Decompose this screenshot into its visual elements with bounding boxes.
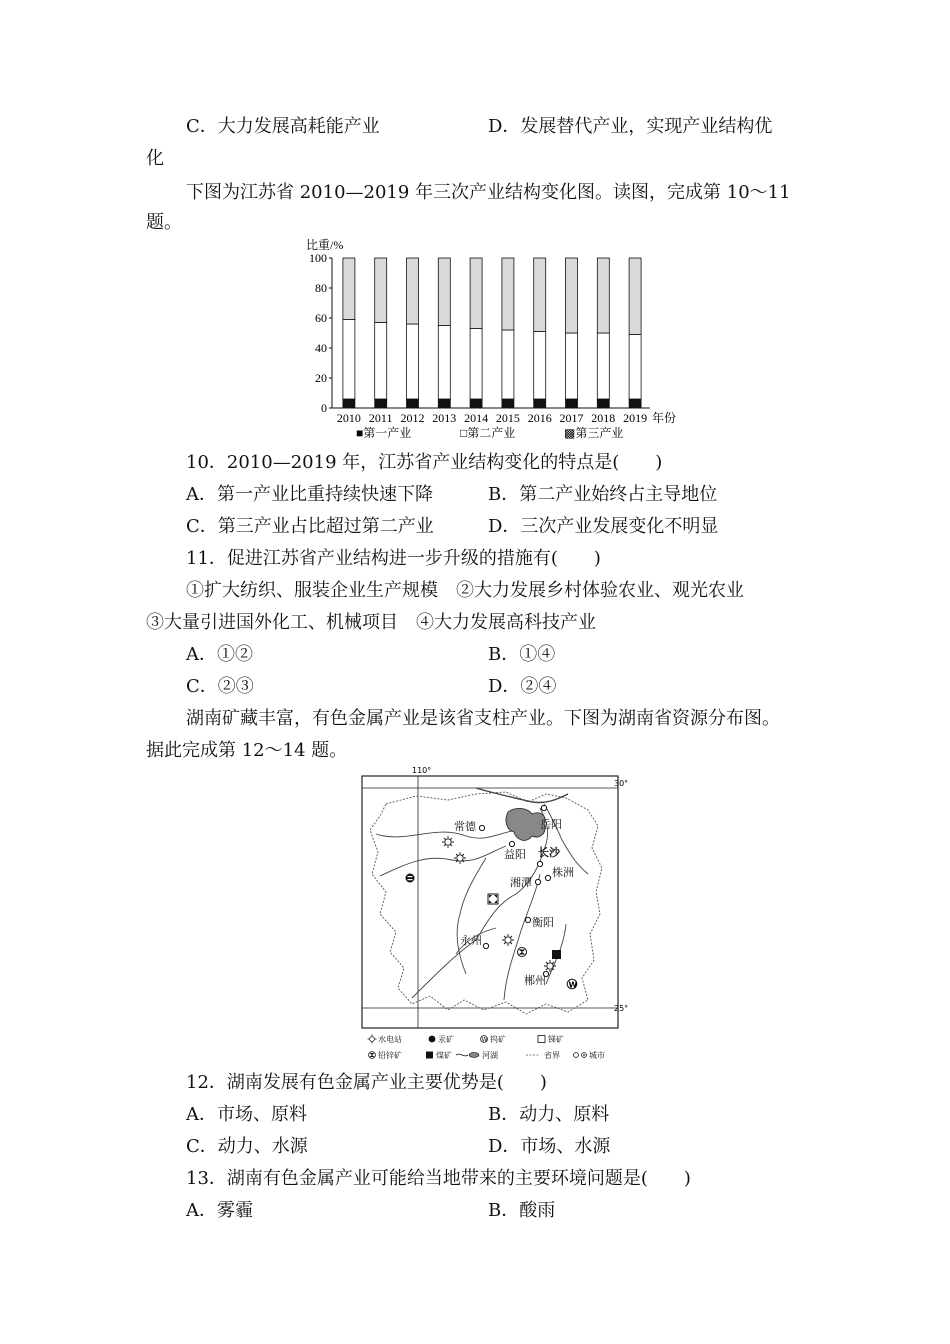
y-tick-label: 80 bbox=[315, 281, 327, 295]
svg-text:岳阳: 岳阳 bbox=[540, 818, 562, 831]
q11-option-b: B．①④ bbox=[488, 644, 556, 665]
svg-text:益阳: 益阳 bbox=[504, 848, 526, 861]
legend-coal bbox=[426, 1050, 452, 1060]
q12-stem: 12．湖南发展有色金属产业主要优势是( ) bbox=[186, 1072, 547, 1093]
bar-2019-series-2 bbox=[629, 335, 641, 400]
legend-mercury bbox=[429, 1034, 454, 1044]
q11-items-line1: ①扩大纺织、服装企业生产规模 ②大力发展乡村体验农业、观光农业 bbox=[186, 580, 744, 601]
bar-2019-series-1 bbox=[629, 399, 641, 408]
q10-option-d: D．三次产业发展变化不明显 bbox=[488, 516, 719, 537]
city-yiyang bbox=[504, 841, 526, 861]
legend-leadzinc bbox=[369, 1050, 402, 1060]
chart-ylabel: 比重/% bbox=[306, 238, 344, 252]
bar-2018-series-1 bbox=[597, 399, 609, 408]
bar-2013-series-1 bbox=[438, 399, 450, 408]
city-yongzhou bbox=[460, 934, 489, 949]
y-tick-label: 20 bbox=[315, 371, 327, 385]
svg-text:城市: 城市 bbox=[589, 1051, 605, 1060]
bar-2017-series-1 bbox=[566, 399, 578, 408]
bar-2018-series-3 bbox=[597, 258, 609, 333]
tungsten-mine-icon bbox=[567, 979, 577, 989]
q9-option-d-wrap: 化 bbox=[146, 148, 164, 169]
legend-primary: ■第一产业 bbox=[356, 426, 412, 440]
x-tick-label: 2011 bbox=[368, 411, 393, 425]
intro-10-11-line2: 题。 bbox=[146, 212, 182, 233]
lat-top-label: 30° bbox=[614, 779, 629, 788]
bar-2010-series-3 bbox=[343, 258, 355, 320]
y-tick-label: 0 bbox=[321, 401, 327, 415]
svg-text:水电站: 水电站 bbox=[378, 1035, 402, 1044]
svg-text:河湖: 河湖 bbox=[482, 1051, 498, 1060]
x-tick-label: 2018 bbox=[591, 411, 616, 425]
q12-option-b: B．动力、原料 bbox=[488, 1104, 610, 1125]
city-zhuzhou bbox=[545, 865, 574, 881]
svg-text:郴州: 郴州 bbox=[524, 974, 546, 987]
q10-option-a: A．第一产业比重持续快速下降 bbox=[186, 484, 433, 505]
bar-2011-series-2 bbox=[375, 323, 387, 400]
q13-stem: 13．湖南有色金属产业可能给当地带来的主要环境问题是( ) bbox=[186, 1168, 691, 1189]
svg-text:W: W bbox=[568, 980, 578, 990]
antimony-mine-icon bbox=[488, 894, 498, 904]
bar-2010-series-2 bbox=[343, 320, 355, 400]
city-xiangtan bbox=[510, 875, 541, 889]
legend-secondary: □第二产业 bbox=[460, 426, 516, 440]
x-tick-label: 2013 bbox=[432, 411, 457, 425]
q9-option-d: D．发展替代产业，实现产业结构优 bbox=[488, 116, 773, 137]
bar-2017-series-3 bbox=[566, 258, 578, 333]
y-tick-label: 40 bbox=[315, 341, 327, 355]
legend-tungsten bbox=[481, 1034, 506, 1044]
svg-text:常德: 常德 bbox=[454, 820, 476, 833]
bar-2016-series-2 bbox=[534, 332, 546, 400]
x-tick-label: 2010 bbox=[336, 411, 361, 425]
legend-antimony bbox=[538, 1034, 564, 1044]
q11-items-line2: ③大量引进国外化工、机械项目 ④大力发展高科技产业 bbox=[146, 612, 596, 633]
q11-stem: 11．促进江苏省产业结构进一步升级的措施有( ) bbox=[186, 548, 601, 569]
bar-2012-series-2 bbox=[407, 324, 419, 399]
q9-option-c: C．大力发展高耗能产业 bbox=[186, 116, 380, 137]
x-tick-label: 2012 bbox=[400, 411, 425, 425]
legend-hydro bbox=[368, 1034, 403, 1044]
city-changsha bbox=[537, 845, 561, 867]
city-changde bbox=[454, 819, 485, 833]
hydro-station-icon bbox=[544, 960, 556, 972]
lead-zinc-mine-icon bbox=[518, 948, 527, 957]
q13-option-a: A．雾霾 bbox=[186, 1200, 253, 1221]
bar-2013-series-3 bbox=[438, 258, 450, 326]
q10-stem: 10．2010—2019 年，江苏省产业结构变化的特点是( ) bbox=[186, 452, 663, 473]
city-chenzhou bbox=[524, 971, 549, 987]
map-symbols bbox=[406, 836, 578, 990]
bar-2018-series-2 bbox=[597, 333, 609, 399]
city-yueyang bbox=[540, 805, 562, 831]
q13-option-b: B．酸雨 bbox=[488, 1200, 556, 1221]
coal-mine-icon bbox=[552, 950, 561, 959]
bar-2015-series-1 bbox=[502, 399, 514, 408]
hydro-station-icon bbox=[502, 934, 514, 946]
chart-xlabel: 年份 bbox=[652, 411, 677, 425]
svg-text:钨矿: 钨矿 bbox=[490, 1035, 506, 1044]
province-border bbox=[370, 792, 602, 1014]
bar-2010-series-1 bbox=[343, 399, 355, 408]
legend-border bbox=[526, 1050, 560, 1060]
q10-option-c: C．第三产业占比超过第二产业 bbox=[186, 516, 434, 537]
bar-2012-series-3 bbox=[407, 258, 419, 324]
yangtze-river bbox=[476, 788, 568, 803]
x-tick-label: 2015 bbox=[495, 411, 520, 425]
q12-option-c: C．动力、水源 bbox=[186, 1136, 308, 1157]
y-tick-label: 100 bbox=[309, 251, 327, 265]
bar-2015-series-2 bbox=[502, 330, 514, 399]
bar-2017-series-2 bbox=[566, 333, 578, 399]
q10-option-b: B．第二产业始终占主导地位 bbox=[488, 484, 718, 505]
svg-text:省界: 省界 bbox=[544, 1051, 560, 1060]
q11-option-d: D．②④ bbox=[488, 676, 557, 697]
mercury-mine-icon bbox=[406, 874, 415, 883]
hydro-station-icon bbox=[454, 852, 466, 864]
svg-text:W: W bbox=[481, 1036, 488, 1044]
x-tick-label: 2019 bbox=[623, 411, 648, 425]
q12-option-a: A．市场、原料 bbox=[186, 1104, 307, 1125]
intro-10-11-line1: 下图为江苏省 2010—2019 年三次产业结构变化图。读图，完成第 10～11 bbox=[186, 182, 791, 203]
bar-2014-series-1 bbox=[470, 399, 482, 408]
bar-2015-series-3 bbox=[502, 258, 514, 330]
q11-option-c: C．②③ bbox=[186, 676, 254, 697]
y-tick-label: 60 bbox=[315, 311, 327, 325]
x-tick-label: 2016 bbox=[527, 411, 552, 425]
svg-text:长沙: 长沙 bbox=[538, 846, 560, 859]
lon-label: 110° bbox=[412, 766, 432, 775]
industry-structure-chart bbox=[296, 238, 686, 443]
svg-text:煤矿: 煤矿 bbox=[436, 1051, 452, 1060]
map-legend bbox=[368, 1034, 606, 1060]
bar-2013-series-2 bbox=[438, 326, 450, 400]
rivers bbox=[376, 804, 588, 1000]
bar-2016-series-1 bbox=[534, 399, 546, 408]
hunan-resource-map bbox=[356, 764, 636, 1064]
svg-text:湘潭: 湘潭 bbox=[510, 876, 532, 889]
legend-city bbox=[574, 1050, 605, 1060]
legend-river bbox=[456, 1050, 498, 1060]
svg-text:铅锌矿: 铅锌矿 bbox=[378, 1051, 402, 1060]
bar-2019-series-3 bbox=[629, 258, 641, 335]
intro-12-14-line1: 湖南矿藏丰富，有色金属产业是该省支柱产业。下图为湖南省资源分布图。 bbox=[186, 708, 780, 729]
svg-text:株洲: 株洲 bbox=[552, 866, 574, 879]
legend-tertiary: ▩第三产业 bbox=[564, 426, 624, 440]
svg-text:永州: 永州 bbox=[460, 934, 482, 947]
svg-text:汞矿: 汞矿 bbox=[438, 1035, 454, 1044]
bar-2011-series-3 bbox=[375, 258, 387, 323]
x-tick-label: 2017 bbox=[559, 411, 584, 425]
svg-text:锑矿: 锑矿 bbox=[548, 1035, 564, 1044]
q12-option-d: D．市场、水源 bbox=[488, 1136, 611, 1157]
chart-legend bbox=[356, 425, 623, 440]
bar-2014-series-2 bbox=[470, 329, 482, 400]
bar-2014-series-3 bbox=[470, 258, 482, 329]
bar-2012-series-1 bbox=[407, 399, 419, 408]
bar-2016-series-3 bbox=[534, 258, 546, 332]
q11-option-a: A．①② bbox=[186, 644, 253, 665]
svg-text:衡阳: 衡阳 bbox=[532, 916, 554, 929]
city-hengyang bbox=[525, 916, 554, 929]
intro-12-14-line2: 据此完成第 12～14 题。 bbox=[146, 740, 348, 761]
lat-bottom-label: 25° bbox=[614, 1004, 629, 1013]
bar-2011-series-1 bbox=[375, 399, 387, 408]
hydro-station-icon bbox=[442, 836, 454, 848]
x-tick-label: 2014 bbox=[464, 411, 489, 425]
